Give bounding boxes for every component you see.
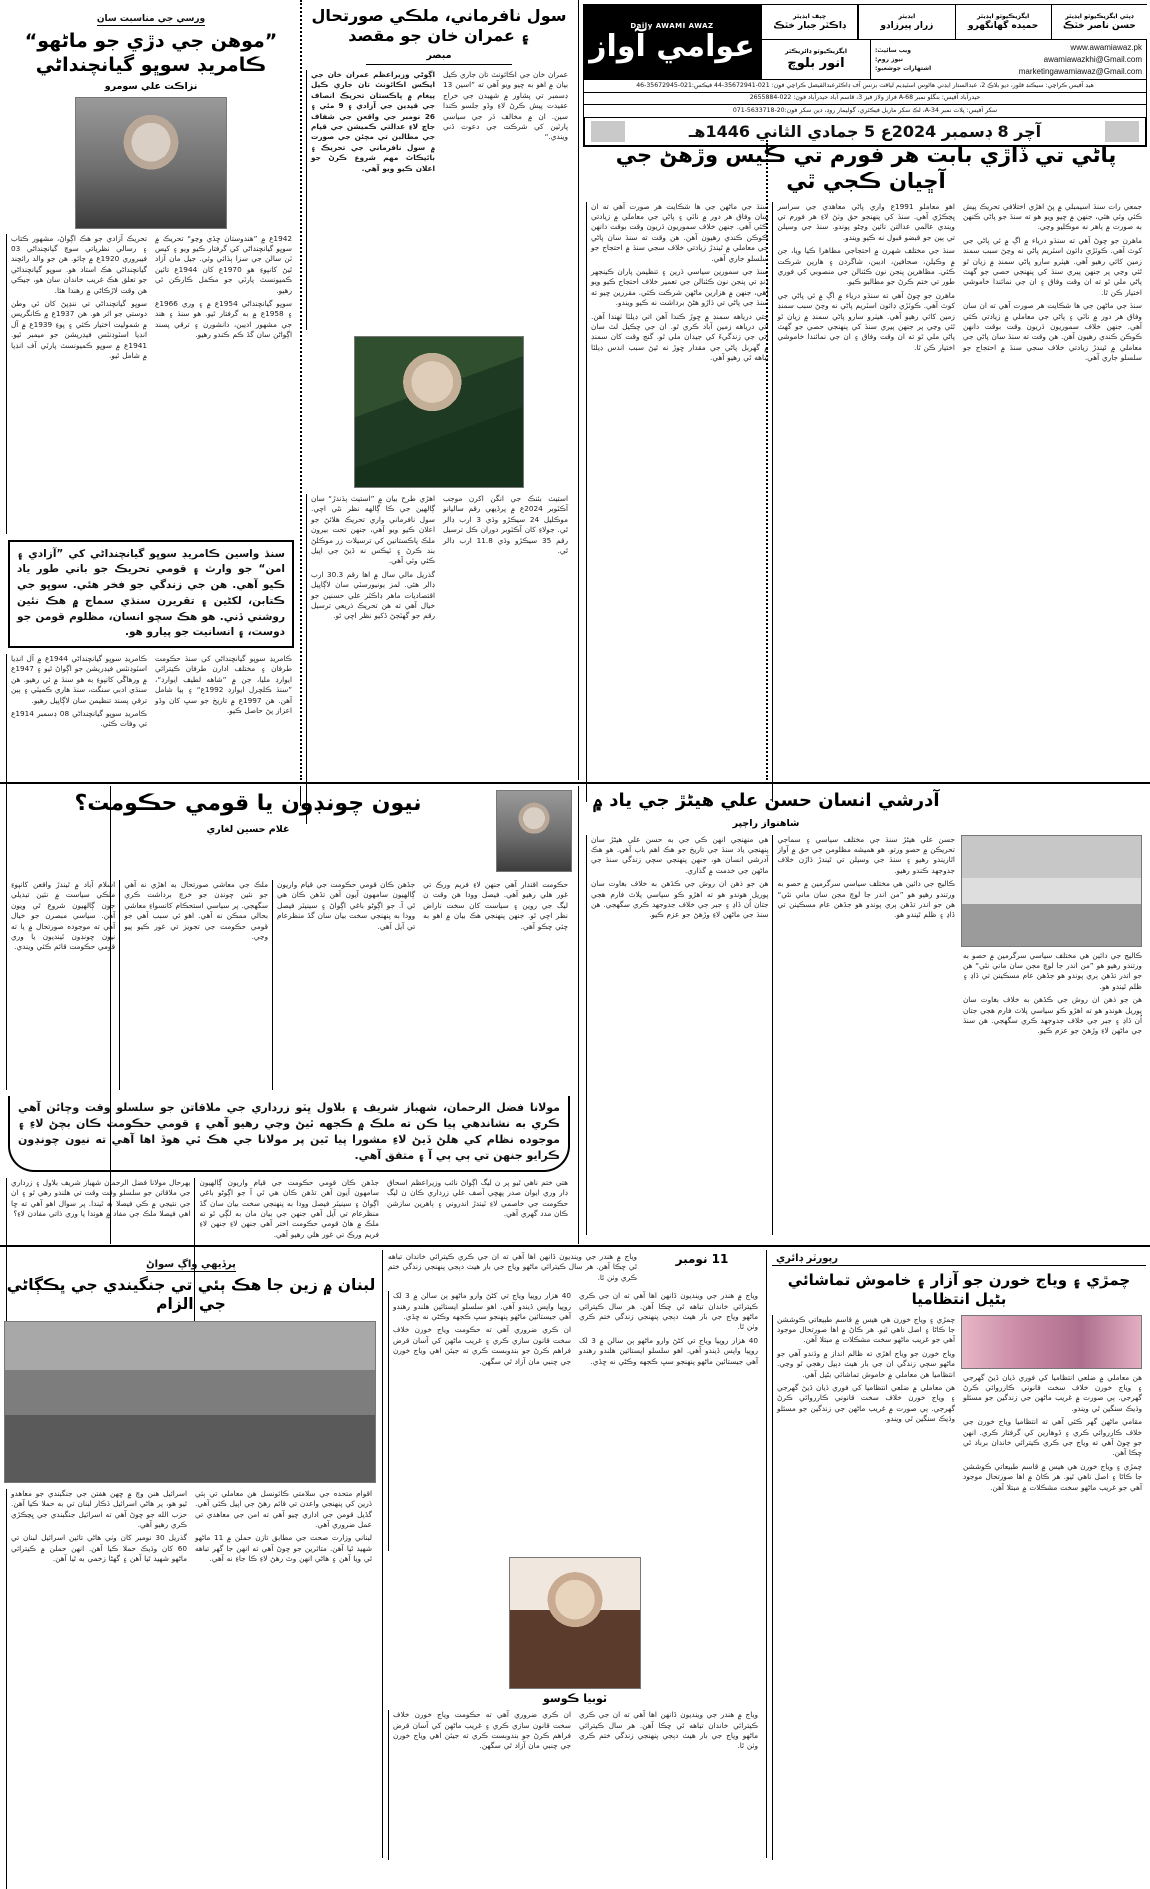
sobho-col-2 bbox=[151, 234, 296, 534]
imran-columns-bottom bbox=[306, 494, 572, 824]
sobho-headline-1: ”موهن جي دڙي جو ماڻهو“ bbox=[24, 30, 278, 52]
tuba-intro bbox=[388, 1252, 637, 1283]
natgov-byline: غلام حسين لغاري bbox=[206, 823, 290, 835]
paragraph: گذريل مالي سال ۾ اها رقم 30.3 ارب ڊالر هئي. لمز يونيورسٽي سان لاڳاپيل اقتصاديات ماهر ڊاڪٽر علي حسنين جو خيال آهي ته هن تحريڪ ذريعي ترسيل رقم جو گهٽجڻ ڏکيو نظر اچي ٿو. bbox=[311, 569, 435, 621]
staff-role: ڊپٽي ايگزيڪيوٽو ايڊيٽر bbox=[1065, 13, 1134, 20]
paragraph: ڪامريڊ سوڀو گيانچنداڻي 1944ع ۾ آل انڊيا اسٽوڊنٽس فيڊريشن جو اڳواڻ ٿيو ۽ 1947ع ۾ ورهاڱي کانپوءِ به هو سنڌ ۾ ئي رهيو. هن سنڌي ادبي سنگت، سنڌ هاري ڪميٽي ۽ ٻين ترقي پسند تنظيمن سان لاڳاپيل رهيو. bbox=[11, 654, 148, 705]
tuba-col-3 bbox=[388, 1710, 575, 1860]
article-hassan-ali bbox=[586, 790, 1146, 1238]
water-headline: پاڻي تي ڏاڙي بابت هر فورم تي ڪيس وڙهڻ جي آڇيان ڪجي ٿي bbox=[615, 143, 1117, 194]
article-lebanon bbox=[6, 1252, 376, 1854]
water-col-1 bbox=[586, 202, 772, 802]
tuba-head-wrap bbox=[388, 1252, 637, 1286]
imran-col-2 bbox=[439, 70, 572, 330]
hassanali-col-1 bbox=[586, 835, 772, 1235]
website-url[interactable]: www.awamiawaz.pk bbox=[1070, 42, 1142, 52]
paragraph: هن معاملي ۾ ضلعي انتظاميا کي فوري ڌيان ڏيڻ گهرجي ۽ وياج خورن خلاف سخت قانوني ڪارروائي ڪرڻ گهرجي. ٻي صورت ۾ غريب ماڻهن جي زندگين جو مسئلو وڌيڪ سنگين ٿي ويندو. bbox=[963, 1372, 1142, 1413]
staff-chief-editor bbox=[761, 4, 858, 40]
paragraph: هن جو ذهن ان روش جي ڪڏهن به خلاف بغاوت سان پوريل هوندو هو ته اهڙو ڪو سياسي پلاٽ فارم هجي جتان اُن ڏاڍ ۽ جبر جي خلاف جدوجهد ڪري سگهجي. هن سنڌ جي ماڻهن لاءِ وڙهڻ جو عزم ڪيو. bbox=[962, 995, 1142, 1036]
paragraph: ڪاليج جي دائين هي مختلف سياسي سرگرمين ۾ حصو به ورتندو رهيو هو ”من اندر جا لوچ مجن سان ماني نٿي“ هن جو اندر تڏهن ٻري پوندو هو جڏهن عام مسڪينن تي ڏاڍ ۽ ظلم ٿيندو هو. bbox=[777, 879, 955, 920]
paragraph: ڪامريڊ سوڀو گيانچنداڻي کي سنڌ حڪومت طرفان ۽ مختلف ادارن طرفان ڪيترائي ايوارڊ مليا، جن ۾ ”شاهه لطيف ايوارڊ“، ”سنڌ ڪلچرل ايوارڊ 1992ع“ ۽ ٻيا شامل آهن. هن 1997ع ۾ تاريخ جو سڀ کان وڏو اعزاز پڻ حاصل ڪيو. bbox=[155, 654, 292, 716]
paragraph: هتي ختم ناهي ٿيو پر ن ليگ اڳواڻ نائب وزيراعظم اسحاق ڊار وري ايوان صدر پهچي آصف علي زرداري ڪان ن ليگ حڪومت جي خاصمي لاءِ ٽيندڙ اندروني ۽ ٻاهرين سازشن ڪان مدد گهري آهي. bbox=[386, 1177, 568, 1218]
usury-headline: چمڙي ۽ وياج خورن جو آزار ۽ خاموش تماشائي بڻيل انتظاميا bbox=[787, 1271, 1131, 1308]
paragraph: ماهرن جو چوڻ آهي ته سنڌو درياء ۾ اڳ ۾ ئي پاڻي جي کوٽ آهي. ڪوٽڙي ڊائون اسٽريم پاڻي نه وڃڻ سبب سمنڊ زمين کائي رهيو آهي. هيٺرو سارو پاڻي سمنڊ ۾ زيان ٿو ٿئي وڃي پر جنهن پيري سنڌ کي پنهنجي حصي جو گهٽ پاڻي ملي ٿو ته ان وقت وفاق ۽ ان جي نمائندا خاموشي اختيار ڪن ٿا. bbox=[777, 290, 955, 352]
address-hyderabad: حيدرآباد آفيس: بنگلو نمبر A-68 فراز ولاز فيز 3، قاسم آباد حيدرآباد فون: 022-2655884 bbox=[583, 93, 1147, 106]
contact-row bbox=[761, 40, 1147, 80]
tuba-headline-wrap bbox=[642, 1252, 762, 1267]
natgov-headline: نيون چونڊون يا قومي حڪومت؟ bbox=[74, 791, 422, 816]
paragraph: جڏهن ڪان قومي حڪومت جي قيام واريون ڳالهيون سامهون آيون آهن تڏهن ڪان هي ٿي آ. جو اڳوڻو باغي اڳواڻ ۽ سينيٽر فيصل وودا به پنهنجي سخت بيان سان گڏ منظرعام تي آيل آهي. bbox=[277, 880, 416, 931]
tuba-headline: 11 نومبر bbox=[675, 1252, 729, 1266]
article-imran-khan bbox=[306, 6, 572, 776]
paragraph: 40 هزار روپيا وياج تي کڻڻ وارو ماڻهو ٻن سالن ۾ 3 لک روپيا واپس ڏيندو آهي. اهو سلسلو ايستائين هلندو رهندو آهي جيستائين ماڻهو پنهنجو سڀ ڪجهه وڪڻي نه ڇڏي. bbox=[579, 1335, 758, 1366]
paragraph: اهو معاملو 1991ع واري پاڻي معاهدي جي سراسر ڀڃڪڙي آهي. سنڌ کي پنهنجو حق وٺڻ لاءِ هر فورم تي ويندي عالمي عدالتن تائين وڃڻو پوندو. سنڌ جي وسيلن تي ٻين جو قبضو قبول نه ڪيو ويندو. bbox=[777, 201, 955, 242]
newspaper-logo bbox=[583, 4, 761, 80]
logo-sindhi-name: عوامي آواز bbox=[589, 29, 755, 64]
paragraph: هن معاملي ۾ ضلعي انتظاميا کي فوري ڌيان ڏيڻ گهرجي ۽ وياج خورن خلاف سخت قانوني ڪارروائي ڪرڻ گهرجي. ٻي صورت ۾ غريب ماڻهن جي زندگين جو مسئلو وڌيڪ سنگين ٿي ويندو. bbox=[777, 1382, 955, 1424]
staff-deputy-executive-editor bbox=[1051, 4, 1147, 40]
paragraph: جڏهن ڪان قومي حڪومت جي قيام واريون ڳالهيون سامهون آيون آهن تڏهن ڪان هي ٿي آ جو اڳوڻو باغي اڳواڻ ۽ سينيٽر فيصل وودا به پنهنجي سخت بيان سان گڏ منظرعام تي آيل آهي جنهن جي بيان مان به لڳي ٿو ته ملڪ ۾ هاڻ قومي حڪومت اختر آهي جنهن لاءِ جنهن لاءِ فريم ورڪ تي غور هلي رهيو آهي. bbox=[199, 1177, 379, 1239]
woman-portrait bbox=[509, 1557, 641, 1689]
sobho-columns-top bbox=[6, 234, 296, 534]
paragraph: 40 هزار روپيا وياج تي کڻڻ وارو ماڻهو ٻن سالن ۾ 3 لک روپيا واپس ڏيندو آهي. اهو سلسلو ايستائين هلندو رهندو آهي جيستائين ماڻهو پنهنجو سڀ ڪجهه وڪڻي نه ڇڏي. bbox=[393, 1291, 571, 1322]
contact-values bbox=[936, 42, 1142, 78]
address-karachi: هيڊ آفيس ڪراچي: سيڪنڊ فلور، ديو بلاڪ 2، عبدالستار ايڊني هائوس اسٽيڊيم لياقت بزنس آف ڊاڪٽرعبدالقيصل ڪراچي فون: 021-35672941-44 فيڪس:021-35672945-46 bbox=[583, 80, 1147, 93]
group-photo-men bbox=[961, 835, 1142, 947]
paragraph: اقوام متحده جي سلامتي ڪائونسل هن معاملي تي ٻئي ڌرين کي پنهنجي واعدن تي قائم رهڻ جي اپيل ڪئي آهي. گڏيل قومن جي اداري چيو آهي ته امن جي معاهدي تي عمل ضروري آهي. bbox=[195, 1488, 372, 1529]
staff-name: زرار پيرزادو bbox=[880, 21, 934, 31]
divider-vertical-bottom-right bbox=[766, 1250, 767, 1858]
divider-vertical-bottom-left bbox=[382, 1250, 383, 1858]
paragraph: سنڌ جي مختلف شهرن ۾ احتجاجي مظاهرا ڪيا ويا، جن ۾ وڪيلن، صحافين، اديبن، شاگردن ۽ هارين شرڪت ڪئي. مظاهرين پنجن نون ڪئنالن جي منصوبي کي فوري طور تي ختم ڪرڻ جو مطالبو ڪيو. bbox=[777, 246, 955, 287]
paragraph: تحريڪ آزادي جو هڪ اڳواڻ، مشهور ڪتاب ۽ رسالي نظرياتي سوچ گيانچنداڻي 03 فيبروري 1920ع ۾ ڄائو. هن جو والد رائچند گيانچنداڻي هڪ استاد هو. سوڀو گيانچنداڻي جو تعلق هڪ غريب خاندان سان هو، جيڪي هن وقت لاڙڪاڻي ۾ رهندا هئا. bbox=[11, 233, 148, 295]
logo-latin-name: Daily AWAMI AWAZ bbox=[630, 22, 714, 30]
paragraph: سنڌ جي ماڻهن جي ها شڪايت هر صورت آهي ته ان سان وفاق هر دور ۾ ناٽي ۽ پاڻي جي معاملي ۾ زيادتي ڪئي آهي. جنهن خلاف سموريون ڌريون وقت بوقت دانهن ڪوڪن ڪندي رهيون آهن. هن وقت ته سنڌ سان پاڻي جي معاملي ۾ ٿيندڙ زيادتي خلاف سجي سنڌ ۾ احتجاج جو سلسلو جاري آهي. bbox=[962, 301, 1142, 363]
natgov-col-2 bbox=[119, 880, 272, 1090]
sobho-byline: نزاڪت علي سومرو bbox=[104, 80, 198, 92]
staff-role: ايگزيڪيوٽو ايڊيٽر bbox=[976, 13, 1030, 20]
hassanali-col3-text bbox=[963, 951, 1142, 1037]
lebanon-col-2 bbox=[191, 1489, 376, 1889]
imran-col-3 bbox=[306, 494, 439, 824]
contact-label-website: ويب سائيٽ: bbox=[875, 47, 912, 54]
imran-rule bbox=[366, 64, 512, 65]
water-columns bbox=[586, 202, 1146, 802]
paragraph: ملڪ جي معاشي صورتحال به اهڙي نه آهي جو نئين چونڊن جو خرچ برداشت ڪري سگهجي. پر سياسي استحڪام کانسواءِ معاشي بحالي ممڪن نه آهي. اهو ئي سبب آهي جو قومي حڪومت جي تجويز تي غور ڪيو پيو وڃي. bbox=[124, 880, 268, 942]
hassanali-columns bbox=[586, 835, 1146, 1235]
article-water-dispute bbox=[586, 142, 1146, 776]
paragraph: ڪاليج جي دائين هي مختلف سياسي سرگرمين ۾ حصو به ورتندو رهيو هو ”من اندر جا لوچ مجن سان ماني نٿي“ هن جو اندر تڏهن ٻري پوندو هو جڏهن عام مسڪينن تي ڏاڍ ۽ ظلم ٿيندو هو. bbox=[962, 950, 1142, 991]
divider-vertical-mid bbox=[578, 786, 579, 1244]
paragraph: ماهرن جو چوڻ آهي ته سنڌو درياء ۾ اڳ ۾ ئي پاڻي جي کوٽ آهي. ڪوٽڙي ڊائون اسٽريم پاڻي نه وڃڻ سبب سمنڊ زمين کائي رهيو آهي. هيٺرو سارو پاڻي سمنڊ ۾ زيان ٿو ٿئي وڃي پر جنهن پيري سنڌ کي پنهنجي حصي جو گهٽ پاڻي ملي ٿو ته ان وقت وفاق ۽ ان جي نمائندا خاموشي اختيار ڪن ٿا. bbox=[962, 235, 1142, 297]
staff-editor bbox=[858, 4, 954, 40]
paragraph: ان ڪري ضروري آهي ته حڪومت وياج خورن خلاف سخت قانون سازي ڪري ۽ غريب ماڻهن کي آسان قرض فراهم ڪرڻ جو بندوبست ڪري ته جيئن اهي وياج خورن جي چنبي مان آزاد ٿي سگهن. bbox=[393, 1325, 571, 1366]
staff-executive-editor bbox=[955, 4, 1051, 40]
lebanon-columns bbox=[6, 1489, 376, 1889]
director-role: ايگزيڪيوٽو ڊائريڪٽر bbox=[785, 48, 848, 55]
hassanali-headline: آدرشي انسان حسن علي هيڻڙ جي ياد ۾ bbox=[592, 790, 940, 811]
contact-label-newsroom: نيوز روم: bbox=[875, 56, 903, 63]
school-photo-strip bbox=[961, 1315, 1142, 1369]
paragraph: استيٺ بئنڪ جي انگن اکرن موجب آڪٽوبر 2024ع ۾ پرڏيهي رقم ساليانو موڪليل 24 سيڪڙو وڌي 3 ارب ڊالر ٿي. جولاءِ کان آڪٽوبر دوران ڪل ترسيل رقم 35 سيڪڙو وڌي 11.8 ارب ڊالر ٿي. bbox=[443, 494, 568, 556]
staff-name: حسن ناصر خٽڪ bbox=[1063, 21, 1136, 31]
usury-col2-text bbox=[963, 1373, 1142, 1493]
tuba-col-4 bbox=[575, 1710, 762, 1860]
masthead-top-row bbox=[583, 4, 1147, 80]
usury-columns bbox=[772, 1315, 1146, 1860]
paragraph: وياج ۾ هندر جي وينديون ڏانهن اها آهي ته ان جي ڪري ڪيترائي خاندان تباهه ٿي چڪا آهن. هر سال ڪيترائي ماڻهو وياج جي بار هيٺ دٻجي پنهنجي زندگي ختم ڪري وٺن ٿا. bbox=[388, 1252, 637, 1282]
natgov-pullquote: مولانا فضل الرحمان، شهباز شريف ۽ بلاول ڀٽو زرداري جي ملاقاتن جو سلسلو وقت وچائن آهي ڪري به نشاندهي پيا ڪن ته ملڪ ۾ ڪجهه ٿيڻ وڃي رهيو آهي ۽ قومي حڪومت ڪان بچڻ لاءِ ۽ موجوده نظام کي هلڻ ڏيڻ لاءِ مشورا پيا ٿين پر مولانا جي هڪ ٿي هوڏ اها آهي ته نيون چونڊون ڪرايو جنهن تي ٻي ٻي آ ۽ متفق آهي. bbox=[8, 1096, 570, 1172]
article-usury bbox=[772, 1252, 1146, 1854]
paragraph: حڪومت اقتدار آهي جنهن لاءِ فريم ورڪ تي غور هلي رهيو آهي. فيصل وودا هن وقت ن ليگ جي روين ۽ سياست کان سخت ناراض نظر اچي ٿو. جنهن پنهنجي هڪ بيان ۾ اهو به چئي چڪو آهي. bbox=[423, 880, 568, 931]
tuba-col-2 bbox=[575, 1291, 762, 1551]
paragraph: جمعي رات سنڌ اسيمبلي ۾ پڻ اهڙي اختلافي تحريڪ پيش ڪئي وئي هئي، جنهن ۾ چيو ويو هو ته سنڌ جو پاڻي ڪنهن به صورت ۾ ٻاهر نه موڪليو وڃي. bbox=[962, 201, 1142, 232]
imran-col-1 bbox=[306, 70, 439, 330]
natgov-col-3 bbox=[272, 880, 419, 1090]
dateline-shade-left bbox=[591, 121, 625, 142]
natgov-col-4 bbox=[419, 880, 572, 1090]
article-national-government bbox=[6, 790, 572, 1238]
tuba-columns-bottom bbox=[388, 1710, 762, 1860]
tuba-byline: ٽوبيا ڪوسو bbox=[542, 1692, 608, 1706]
contact-details bbox=[870, 40, 1147, 80]
columnist-portrait bbox=[496, 790, 572, 872]
article-sobho bbox=[6, 6, 296, 776]
paragraph: سوڀو گيانچنداڻي تي ننڍپڻ کان ئي وطن دوستي جو اثر هو. هن 1937ع ۾ ڪانگريس ۾ شموليت اختيار ڪئي ۽ پوءِ 1939ع ۾ آل انڊيا اسٽوڊنٽس فيڊريشن جو ميمبر ٿيو. 1941ع ۾ سوڀو ڪميونسٽ پارٽي آف انڊيا ۾ شامل ٿيو. bbox=[11, 298, 147, 360]
lebanon-kicker-wrap bbox=[6, 1252, 376, 1272]
paragraph: حسن علي هيڻڙ سنڌ جي مختلف سياسي ۽ سماجي تحريڪن ۾ حصو ورتو. هو هميشه مظلومن جي حق ۾ آواز اٿاريندو رهيو ۽ سنڌ جي وسيلن تي ٿيندڙ ڌاڙن خلاف جدوجهد ڪندو رهيو. bbox=[777, 834, 955, 875]
tuba-col-1 bbox=[388, 1291, 575, 1551]
paragraph: هن جو ذهن ان روش جي ڪڏهن به خلاف بغاوت سان پوريل هوندو هو ته اهڙو ڪو سياسي پلاٽ فارم هجي جتان اُن ڏاڍ ۽ جبر جي خلاف جدوجهد ڪري سگهجي. هن سنڌ جي ماڻهن لاءِ وڙهڻ جو عزم ڪيو. bbox=[591, 879, 769, 920]
divider-dotted-left bbox=[300, 0, 302, 780]
newsroom-email[interactable]: awamiawazkhi@Gmail.com bbox=[1043, 54, 1142, 64]
natgov-columns-top bbox=[6, 880, 572, 1090]
dateline-shade-right bbox=[1105, 121, 1139, 142]
paragraph: بهرحال مولانا فضل الرحمان شهباز شريف بلاول ۽ زرداري جي ملاقاتن جو سلسلو وقت وقت تي هلندو رهي ٿو ۽ ان جي نتيجي ۾ ڪي فيصلا به ٿيندا. پر سوال اهو آهي ته ڇا اهي فيصلا ملڪ جي مفاد ۾ هوندا يا وري ذاتي مفادن لاءِ؟ bbox=[11, 1177, 191, 1218]
hassanali-byline: شاهنواز راڄپر bbox=[732, 817, 800, 829]
section-label-reporter-diary: رپورٽر ڊائري bbox=[776, 1253, 839, 1264]
paragraph: 1942ع ۾ ”هندوستان ڇڏي وڃو“ تحريڪ ۾ سوڀو گيانچنداڻي کي گرفتار ڪيو ويو ۽ کيس ٽن سالن جي سزا ٻڌائي وئي. جيل مان آزاد ٿيڻ کانپوءِ هو 1970ع کان 1944ع تائين ڪميونسٽ پارٽي جو مڪمل ڪارڪن ٿي رهيو. bbox=[155, 233, 292, 295]
paragraph: ڪامريڊ سوڀو گيانچنداڻي 08 ڊسمبر 1914ع تي وفات ڪئي. bbox=[11, 709, 148, 729]
sobho-pullquote: سنڌ واسين ڪامريڊ سوڀو گيانچنداڻي کي ”آزادي ۽ امن“ جو وارث ۽ قومي تحريڪ جو باني طور ياد ڪيو آهي. هن جي زندگي جو فخر هئي. سوڀو جي ڪتابن، لکڻين ۽ تقريرن سنڌي سماج ۾ هڪ نئين روشني ڏني. هو هڪ سچو انسان، مظلوم قومن جو دوست، ۽ انسانيت جو پيارو هو. bbox=[8, 540, 294, 649]
lebanon-kicker: پرڏيهي واڳ سواڻ bbox=[146, 1259, 236, 1270]
paragraph: سنڌ جي سمورين سياسي ڌرين ۽ تنظيمن پاران ڪينجهر ڍنڍ تي پنجن نون ڪئنالن جي تعمير خلاف احتجاج ڪيو ويو آهي، جنهن ۾ هزارين ماڻهن شرڪت ڪئي. مقررين چيو ته سنڌ جي پاڻي تي ڌاڙو هڻڻ برداشت نه ڪيو ويندو. bbox=[591, 266, 769, 308]
masthead bbox=[583, 4, 1147, 142]
paragraph: اسرائيل هنن وچ ۾ ڇهن هفتن جي جنگبندي جو معاهدو ٿيو هو، پر هاڻي اسرائيل ڌڪار لبنان تي به حملا ڪيا آهن. حزب الله جو چوڻ آهي ته اسرائيل جنگبندي جي ڀڃڪڙي ڪري رهيو آهي. bbox=[11, 1488, 187, 1529]
paragraph: وياج ۾ هندر جي وينديون ڏانهن اها آهي ته ان جي ڪري ڪيترائي خاندان تباهه ٿي چڪا آهن. هر سال ڪيترائي ماڻهو وياج جي بار هيٺ دٻجي پنهنجي زندگي ختم ڪري وٺن ٿا. bbox=[579, 1710, 758, 1751]
address-sukkur: سکر آفيس: پلاٽ نمبر A-34، لڪ سکر ماربل فيڪٽري، گوليمار روڊ، دين سکر فون:20-5633718-071 bbox=[583, 105, 1147, 118]
divider-vertical-main bbox=[578, 0, 579, 780]
tuba-columns-top bbox=[388, 1291, 762, 1551]
sobho-headline-2: ڪامريڊ سوڀو گيانچنداڻي bbox=[35, 53, 267, 76]
sobho-gianchandani-portrait bbox=[75, 97, 227, 229]
paragraph: جتي درياهه سمنڊ ۾ ڇوڙ ڪندا آهن اتي ڊيلٽا ٺهندا آهن. اتي درياهه زمين آباد ڪري ٿو. ان جي چڪيل لٽ سان اتي جي زندگيءَ کي جيدان ملي ٿو. گنج وقت کان سمنڊ ۾ گهربل پاڻي جي مقدار ڇوڙ نه ٿيڻ سبب اندس ڊيلٽا تباهه ٿي رهيو آهي. bbox=[591, 311, 769, 363]
paragraph: اسلام آباد ۾ ٿيندڙ واقعن کانپوءِ ملڪي سياست ۾ نئين تبديلي جون ڳالهيون شروع ٿي ويون آهن. سياسي مبصرن جو خيال آهي ته موجوده صورتحال ۾ يا ته نيون چونڊون ٿينديون يا وري قومي حڪومت قائم ڪئي ويندي. bbox=[11, 880, 116, 952]
executive-director-cell bbox=[761, 40, 870, 80]
staff-name: حميده گهانگهرو bbox=[968, 21, 1039, 31]
article-tuba-column bbox=[388, 1252, 762, 1854]
paragraph: اهڙي طرح بيان ۾ ”استيٺ ٻڌندڙ“ سان ڳالهين جي ڪا ڳالهه نظر نٿي اچي. سول نافرماني واري تحريڪ هلائڻ جو اعلان ڪيو ويو آهي، جنهن تحت بيرون ملڪ پاڪستانين کي ترسيلات زر موڪلڻ بند ڪرڻ ۽ ٽيڪس نه ڏيڻ جي اپيل ڪئي وئي آهي. bbox=[311, 494, 435, 566]
usury-col-1 bbox=[772, 1315, 959, 1860]
imran-columns-top bbox=[306, 70, 572, 330]
contact-labels bbox=[875, 46, 931, 73]
director-name: انور بلوچ bbox=[787, 56, 845, 71]
staff-block bbox=[761, 4, 1147, 80]
hassanali-col-3 bbox=[959, 835, 1146, 1235]
water-col-3 bbox=[959, 202, 1146, 802]
paragraph: وياج ۾ هندر جي وينديون ڏانهن اها آهي ته ان جي ڪري ڪيترائي خاندان تباهه ٿي چڪا آهن. هر سال ڪيترائي ماڻهو وياج جي بار هيٺ دٻجي پنهنجي زندگي ختم ڪري وٺن ٿا. bbox=[579, 1291, 758, 1332]
paragraph: چمڙي ۽ وياج خورن هي هيس ۾ قاسم طبيعاتي ڪوششن جا ڪاڻا ۽ اصل ناهي ٿيو. هر ڪاڻ ۾ اها صورتحال موجود آهي جو غريب ماڻهو سخت مشڪلات ۾ مبتلا آهن. bbox=[777, 1314, 955, 1345]
lead-paragraph: اڳوڻي وزيراعظم عمران خان جي ايڪس اڪائونٽ تان جاري ڪيل پيغام ۾ پاڪستان تحريڪ انصاف جي قيدين جي آزادي ۽ 9 مئي ۽ 26 نومبر جي واقعن جي شفاف جاچ لاءِ عدالتي ڪميشن جي قيام جي مطالبن تي مچئن جي صورت ۾ سول نافرماني جي تحريڪ ۽ بائيڪاٽ مهم شروع ڪرڻ جو اعلان ڪيو ويو آهي. bbox=[311, 70, 435, 173]
imran-headline: سول نافرماني، ملڪي صورتحال ۽ عمران خان جو مقصد bbox=[311, 6, 567, 45]
lebanon-ruins-photo bbox=[4, 1321, 376, 1483]
paragraph: ان ڪري ضروري آهي ته حڪومت وياج خورن خلاف سخت قانون سازي ڪري ۽ غريب ماڻهن کي آسان قرض فراهم ڪرڻ جو بندوبست ڪري ته جيئن اهي وياج خورن جي چنبي مان آزاد ٿي سگهن. bbox=[393, 1710, 571, 1751]
water-col-2 bbox=[772, 202, 958, 802]
paragraph: عمران خان جي اڪائونٽ تان جاري ڪيل بيان ۾ اهو به چيو ويو آهي ته ”اسين 13 ڊسمبر تي پشاور ۾ شهيدن جي خراج عقيدت پيش ڪرڻ لاءِ وڏو جلسو ڪندا سين. ان ۾ مخالف ڌر جي سياسي پارٽين کي شرڪت جي دعوت ڏني ويندي.“ bbox=[443, 70, 568, 142]
paragraph: سنڌ جي ماڻهن جي ها شڪايت هر صورت آهي ته ان سان وفاق هر دور ۾ ناٽي ۽ پاڻي جي معاملي ۾ زيادتي ڪئي آهي. جنهن خلاف سموريون ڌريون وقت بوقت دانهن ڪوڪن ڪندي رهيون آهن. هن وقت ته سنڌ سان پاڻي جي معاملي ۾ ٿيندڙ زيادتي خلاف سجي سنڌ ۾ احتجاج جو سلسلو جاري آهي. bbox=[591, 201, 769, 263]
imran-col-4 bbox=[439, 494, 572, 824]
sobho-kicker: ورسي جي مناسبت سان bbox=[96, 14, 206, 24]
staff-role: چيف ايڊيٽر bbox=[793, 13, 827, 20]
contact-label-ads: اشتهارات جوشعبو: bbox=[875, 65, 932, 72]
paragraph: سوڀو گيانچنداڻي 1954ع ۾ ۽ وري 1966ع ۽ 1958ع ۾ به گرفتار ٿيو. هو سنڌ ۽ هند جي مشهور اديبن، دانشورن ۽ ترقي پسند اڳواڻن سان گڏ ڪم ڪندو رهيو. bbox=[155, 298, 292, 340]
imran-khan-portrait bbox=[354, 336, 524, 488]
paragraph: چمڙي ۽ وياج خورن هي هيس ۾ قاسم طبيعاتي ڪوششن جا ڪاڻا ۽ اصل ناهي ٿيو. هر ڪاڻ ۾ اها صورتحال موجود آهي جو غريب ماڻهو سخت مشڪلات ۾ مبتلا آهن. bbox=[963, 1461, 1142, 1492]
sobho-kicker-wrap bbox=[6, 6, 296, 26]
sobho-col-1 bbox=[6, 234, 151, 534]
lebanon-headline: لبنان ۾ زين جا هڪ ٻئي تي جنگيندي جي ڀڪڳاڻي جي الزام bbox=[6, 1276, 376, 1314]
ads-email[interactable]: marketingawamiawaz@Gmail.com bbox=[1018, 66, 1142, 76]
staff-name: ڊاڪٽر جبار خٽڪ bbox=[773, 21, 846, 31]
usury-col-2 bbox=[959, 1315, 1146, 1860]
staff-row bbox=[761, 4, 1147, 40]
natgov-col-1 bbox=[6, 880, 119, 1090]
paragraph: مقامي ماڻهن گهر ڪئي آهي ته انتظاميا وياج خورن جي خلاف ڪارروائي ڪري ۽ ڏوهارين کي گرفتار ڪري. انهن جو چوڻ آهي ته وياج جي ڪري ڪيترائي خاندان برباد ٿي چڪا آهن. bbox=[963, 1417, 1142, 1458]
staff-role: ايڊيٽر bbox=[898, 13, 916, 20]
dateline-text: آچر 8 ڊسمبر 2024ع 5 جمادي الثاني 1446هـ bbox=[688, 122, 1042, 142]
paragraph: هي منهنجي انهن ڪي جي به حسن علي هيڻڙ سان پنهنجي ياد سنڌ جي تاريخ جو هڪ اهم باب آهي. هو هڪ آدرشي انسان هو، جنهن پنهنجي سڄي زندگي سنڌ جي ماڻهن جي خدمت ۾ گذاري. bbox=[591, 834, 769, 875]
lebanon-col-1 bbox=[6, 1489, 191, 1889]
paragraph: گذريل 30 نومبر کان وٺي هاڻي تائين اسرائيل لبنان تي 60 کان وڌيڪ حملا ڪيا آهن. انهن حملن ۾ ڪيترائي ماڻهو شهيد ٿيا آهن ۽ گهڻا زخمي به ٿيا آهن. bbox=[11, 1533, 187, 1564]
paragraph: وياج خورن جو وياج اهڙي ته ظالم انداز ۾ وڌندو آهي جو ماڻهو سڄي زندگي ان جي بار هيٺ دٻيل رهجي ٿو وڃي. انتظاميا هن معاملي ۾ خاموش تماشائي بڻيل آهي. bbox=[777, 1348, 955, 1379]
paragraph: لبناني وزارت صحت جي مطابق تازن حملن ۾ 11 ماڻهو شهيد ٿيا آهن. متاثرين جو چوڻ آهي ته انهن جا گهر تباهه ٿي ويا آهن ۽ هاڻي انهن وٽ رهڻ لاءِ ڪا جاءِ نه آهي. bbox=[195, 1533, 372, 1564]
imran-byline: مبصر bbox=[426, 50, 452, 61]
hassanali-col-2 bbox=[772, 835, 958, 1235]
usury-rule bbox=[772, 1265, 1146, 1266]
